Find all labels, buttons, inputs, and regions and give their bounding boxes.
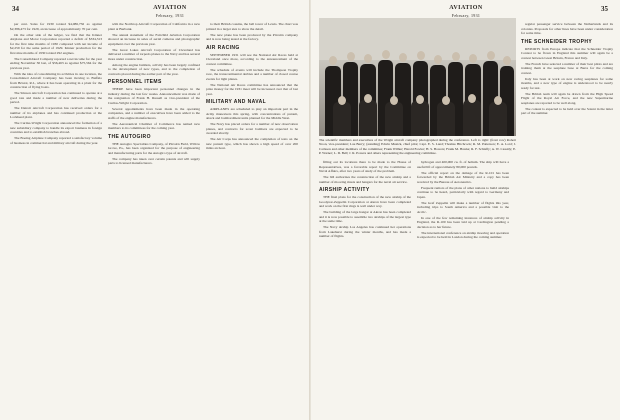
person-figure [359, 100, 377, 136]
person-head [494, 96, 502, 105]
paragraph: The National Air Races committee has announced that the prize money for the 1931 meet will be increased over that of last year. [206, 82, 298, 96]
person-head [434, 55, 442, 64]
paragraph: The Detroit Aircraft Corporation has received orders for a number of its airplanes and has continued production at the Lockheed plant. [10, 106, 102, 119]
section-heading: MILITARY AND NAVAL [206, 99, 267, 105]
magazine-title: AVIATION [153, 5, 187, 11]
section-heading: PERSONNEL ITEMS [108, 79, 162, 85]
issue-date: February, 1931 [155, 13, 185, 18]
person-head [417, 51, 425, 60]
paragraph: per cent. Sales for 1930 totaled $4,086,756 as against $2,386,473 for 1929, an increase of approximately 70 per cent. [10, 22, 102, 31]
paragraph: The Navy airship Los Angeles has continued her operations from Lakehurst during the winter months, and has made a number of flights. [319, 225, 411, 238]
paragraph: Italy has been at work on new racing seaplanes for some months, and a new type of engine is understood to be nearly ready for test. [521, 76, 613, 90]
person-head [452, 52, 460, 61]
paragraph: The contest is expected to be held over the Solent in the latter part of the summer. [521, 106, 613, 115]
paragraph: With the idea of consolidating its activities in one location, the Consolidated Aircraft Company has been moving to Buffalo from Bristol, R.I., where it has been operating in a plant for the construction of flying boats. [10, 71, 102, 89]
paragraph: Among the engine builders, activity has been largely confined to the development of new types, and to the completion of contracts placed during the earlier part of the year. [108, 62, 200, 76]
left-page [0, 0, 309, 420]
section-heading: THE AUTOGIRO [108, 133, 151, 140]
column-4 [319, 160, 411, 414]
paragraph: The Navy has placed orders for a number of new observation planes, and contracts for scout bombers are expected to be awarded shortly. [206, 122, 298, 135]
paragraph: with the Northrop Aircraft Corporation of California in a new plant at Burbank. [108, 22, 200, 31]
paragraph: On the other side of the ledger, we find that the Kinner Airplane and Motor Corporation reported a deficit of $334,313 for the first nine months of 1930 compared with net income of $2,259 for the same period of 1929. Kinner production for the first nine months of 1930 totaled 292 engines. [10, 32, 102, 55]
person-head [390, 96, 398, 105]
paragraph: The bill authorizes the construction of the new airship and a number of mooring masts and hangars for the naval air service. [319, 175, 411, 184]
column-3 [206, 22, 298, 414]
paragraph: THE Autogiro Specialties Company, of Pitcairn Field, Willow Grove, Pa., has been organized for the purpose of engineering and manufacturing parts for the Autogiro type of aircraft. [108, 141, 200, 155]
column-5 [417, 160, 509, 414]
paragraph: Frequent rumors of the plans of other nations to build airships continue to be heard, particularly with regard to Germany and Japan. [417, 185, 509, 199]
section-heading: THE SCHNEIDER TROPHY [521, 38, 593, 45]
paragraph: The Aeronautical Chamber of Commerce has named new members to its committees for the coming year. [108, 121, 200, 130]
person-figure [489, 102, 507, 136]
person-head [416, 95, 424, 104]
photo-caption: The scientific members and executives of the Wright aircraft company photographed during the conference. Left to right: (front row) Robert Noon, vice-president; Lou Berry; (standing) Edwin Musick, chief pilot; Capt. E. S. Land; Thomas Hitchcock; R. M. Patterson; E. A. Lord; J. Carlsson and other members of the committee; Frank Wilbur; Harold Fowler; H. S. Bowers; Frank M. Hawks; R. F. Schlafly; A. W. Cassidy; E. P. Warner; L. D. Bell; J. R. Powers and others representing the engineering committee. [319, 138, 516, 155]
paragraph: THE final plans for the construction of the new airship of the Goodyear-Zeppelin Corporation at Akron have been completed and work on the first rings is well under way. [319, 195, 411, 208]
person-head [487, 51, 495, 60]
paragraph: The official report on the damage of the R-101 has been forwarded by the British Air Ministry and a copy has been received by the Bureau of Aeronautics. [417, 170, 509, 184]
paragraph: The Graf Zeppelin will make a number of flights this year, including trips to South America and a possible visit to the Arctic. [417, 200, 509, 214]
person-head [382, 50, 390, 59]
page-number: 34 [12, 5, 19, 13]
paragraph: Several appointments have been made in the operating companies, and a number of executives have been added to the staffs of the engine manufacturers. [108, 106, 200, 120]
person-figure [385, 102, 403, 136]
right-page [311, 0, 620, 420]
person-head [503, 56, 511, 65]
person-figure [333, 102, 351, 136]
paragraph: The Great Lakes Aircraft Corporation of Cleveland has delivered a number of torpedo planes to the Navy and has several more under construction. [108, 47, 200, 61]
paragraph: The annual statement of the Fairchild Aviation Corporation showed an increase in sales of aerial cameras and photographic equipment over the previous year. [108, 32, 200, 46]
magazine-title: AVIATION [449, 5, 483, 11]
paragraph: The building of the large hangar at Akron has been completed and it is now possible to assemble two airships of the largest type at the same time. [319, 210, 411, 223]
paragraph: THERE have been important personnel changes in the industry during the last few weeks. Announcement was made of the resignation of Frank H. Russell as vice-president of the Curtiss-Wright Corporation. [108, 87, 200, 105]
paragraph: SEPTEMBER 1931 will see the National Air Races held at Cleveland once more, according to the announcement of the contest committee. [206, 52, 298, 66]
column-2 [108, 22, 200, 414]
person-figure [411, 101, 429, 136]
paragraph: The Consolidated Company reported a net income for the year ending November 30 last, of $56,463 as against $75,564 for the previous year. [10, 56, 102, 70]
paragraph: The French have selected a number of their best pilots and are training them at the seaplane base at Berre for the coming contest. [521, 61, 613, 75]
paragraph: The British team will again be drawn from the High Speed Flight of the Royal Air Force, and the new Supermarine seaplanes are reported to be well along. [521, 91, 613, 105]
running-header [426, 5, 506, 19]
column-6 [521, 22, 613, 414]
person-head [469, 54, 477, 63]
person-head [329, 56, 337, 65]
section-heading: AIR RACING [206, 44, 240, 51]
paragraph: to their British cousins, the bell tower of Lewis. The chart was printed in a larger size to show the detail. [206, 22, 298, 31]
paragraph: REPORTS from Europe indicate that the Schneider Trophy Contest to be flown in England this summer will again be a contest between Great Britain, France and Italy. [521, 46, 613, 60]
column-1 [10, 22, 102, 414]
paragraph: The Air Corps has announced the completion of tests on the new pursuit type, which has shown a high speed of over 200 miles an hour. [206, 137, 298, 150]
page-number: 35 [601, 5, 608, 13]
paragraph: AIRPLANES are scheduled to play an important part in the Army maneuvers this spring, with concentrations of pursuit, attack and bombardment units planned for the Middle West. [206, 107, 298, 120]
paragraph: The company has taken over certain patents and will supply parts to licensed manufacturers. [108, 156, 200, 165]
person-head [364, 94, 372, 103]
paragraph: The schedule of events will include the Thompson Trophy race, the transcontinental derbies and a number of closed course events for light planes. [206, 67, 298, 81]
paragraph: hydrogen and 400,000 cu. ft. of helium. The ship will have a useful lift of approximately 80,000 pounds. [417, 160, 509, 169]
paragraph: In one of the few remaining instances of airship activity in England, the R-100 has been laid up at Cardington pending a decision as to her future. [417, 215, 509, 229]
paragraph: The Boeing Airplane Company reported a satisfactory volume of business in commercial and military aircraft during the year. [10, 136, 102, 145]
person-figure [463, 100, 481, 136]
paragraph: The Stinson Aircraft Corporation has continued to operate at a good rate and made a number of new deliveries during the period. [10, 91, 102, 104]
person-head [347, 52, 355, 61]
paragraph: filling out its locations there to be made to the House of Representatives, was a favorable report by the Committee on Naval Affairs, after two years of study of the problem. [319, 160, 411, 173]
paragraph: regular passenger service between the Netherlands and its colonies. Proposals for other lines have been under consideration for some time. [521, 22, 613, 35]
person-head [338, 96, 346, 105]
person-figure [437, 102, 455, 136]
person-head [468, 94, 476, 103]
paragraph: The Curtiss-Wright Corporation announced the formation of a new subsidiary company to handle its export business in foreign countries and to establish branches abroad. [10, 121, 102, 134]
person-head [364, 54, 372, 63]
paragraph: The new plane has been produced by the Pitcairn company and is now being tested at the factory. [206, 32, 298, 41]
issue-date: February, 1931 [451, 13, 481, 18]
group-photograph [319, 18, 516, 136]
person-head [399, 53, 407, 62]
person-head [442, 96, 450, 105]
section-heading: AIRSHIP ACTIVITY [319, 187, 370, 193]
running-header [130, 5, 210, 19]
paragraph: The international conference on airship mooring and operation is expected to be held in London during the coming summer. [417, 230, 509, 239]
